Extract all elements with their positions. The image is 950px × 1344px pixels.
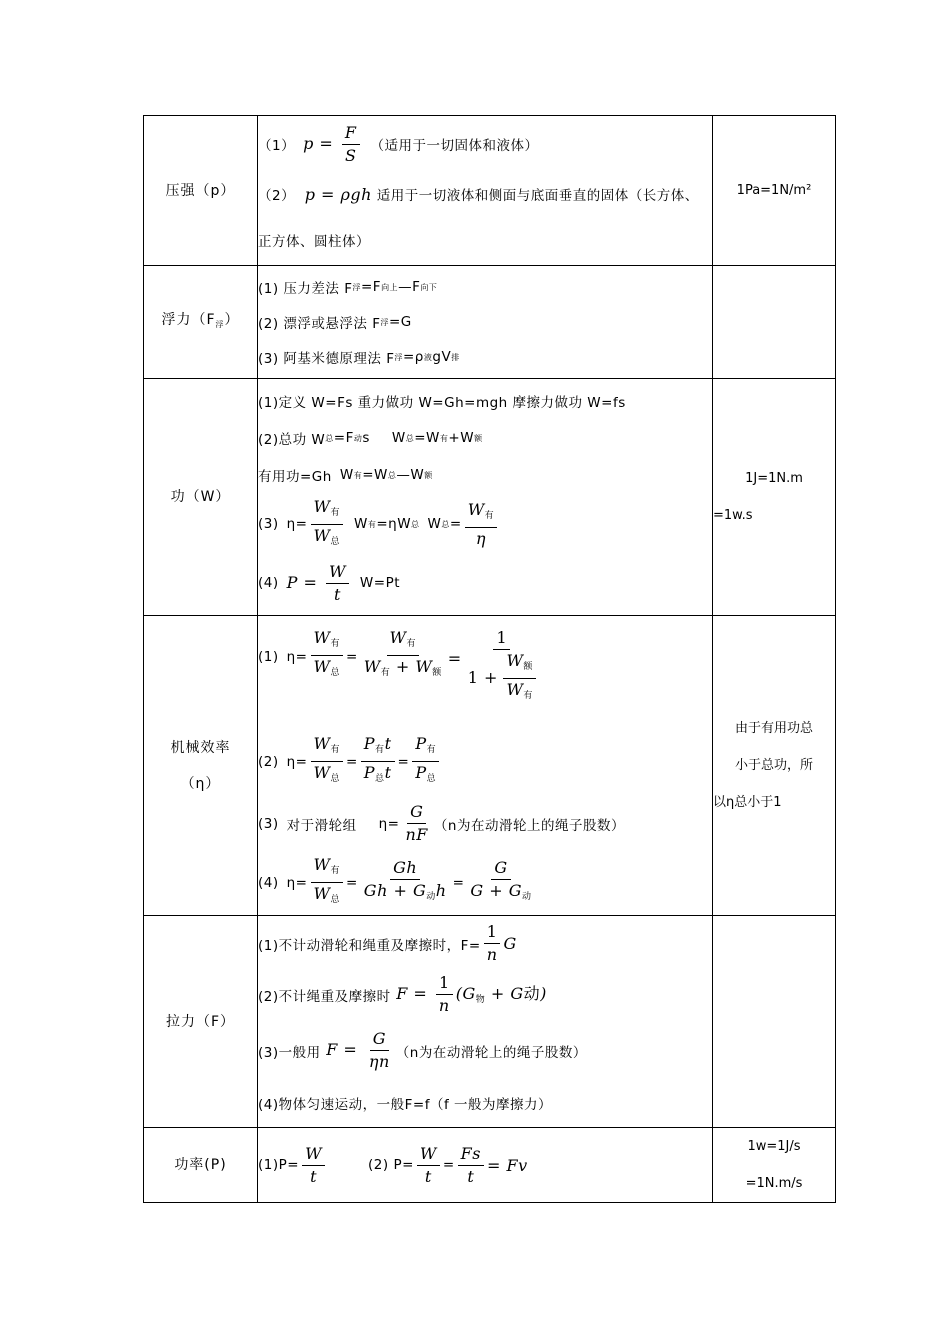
formula-line: (2)总功 W 总 =F 动 s W 总 =W 有 +W 额 xyxy=(258,430,483,448)
formula-line: (2) η= $\frac{W_有}{W_总}$ = $\frac{P_有t}{P_总t}$ = $\frac{P_有}{P_总}$ xyxy=(258,715,712,795)
table-row xyxy=(144,1128,836,1203)
formula-cell xyxy=(258,616,713,916)
formula-cell xyxy=(258,1128,713,1203)
unit-cell xyxy=(713,266,836,379)
quantity-cell: 功率(P) xyxy=(144,1128,258,1203)
formula-cell xyxy=(258,916,713,1128)
table-row xyxy=(144,379,836,616)
unit-cell: 1Pa=1N/m² xyxy=(713,116,836,266)
formula-line: 有用功=Gh W 有 =W 总 —W 额 xyxy=(258,467,433,485)
formula-line: (1)不计动滑轮和绳重及摩擦时，F= $\frac{1}{n}$ G xyxy=(258,922,517,964)
pressure-formula: p = $\frac{F}{S}$ xyxy=(303,124,362,165)
table-row xyxy=(144,266,836,379)
formula-line: (2) 漂浮或悬浮法 F 浮 =G xyxy=(258,314,412,332)
table-row xyxy=(144,116,836,266)
formula-cell xyxy=(258,116,713,266)
formula-cell xyxy=(258,266,713,379)
quantity-cell: 浮力$(F_浮)$ xyxy=(144,266,258,379)
formula-line: (3) 对于滑轮组 η= $\frac{G}{nF}$ （n为在动滑轮上的绳子股数） xyxy=(258,802,625,844)
table-row xyxy=(144,916,836,1128)
formula-line: (3)一般用 F = $\frac{G}{\eta n}$ （n为在动滑轮上的绳子股数） xyxy=(258,1029,587,1071)
note-cell: 由于有用功总 小于总功，所 以η总小于1 xyxy=(713,616,836,916)
formula-line: (2)不计绳重及摩擦时 F = $\frac{1}{n}$ ($G_物 + G$动) xyxy=(258,973,547,1015)
unit-cell: 1w=1J/s =1N.m/s xyxy=(713,1128,836,1203)
formula-line: (1)P= $\frac{W}{t}$ (2) P= $\frac{W}{t}$ = $\frac{Fs}{t}$ = Fv xyxy=(258,1143,528,1186)
table-row xyxy=(144,616,836,916)
formula-table xyxy=(143,115,836,1203)
formula-line: (1) η= $\frac{W_有}{W_总}$ = $\frac{W_有}{W_有 + W_额}$ = 1 1 + $\frac{W_额}{W_有}$ xyxy=(258,619,712,715)
quantity-cell: 拉力（F） xyxy=(144,916,258,1128)
formula-line: (3) 阿基米德原理法 F 浮 =ρ 液 gV 排 xyxy=(258,349,460,367)
quantity-cell: 压强（p） xyxy=(144,116,258,266)
quantity-cell: 功（W） xyxy=(144,379,258,616)
formula-line: （2） p = ρgh 适用于一切液体和侧面与底面垂直的固体（长方体、正方体、圆柱体） xyxy=(258,185,699,250)
unit-cell: 1J=1N.m =1w.s xyxy=(713,379,836,616)
formula-line: (1) 压力差法 F 浮 =F 向上 —F 向下 xyxy=(258,279,438,297)
formula-cell xyxy=(258,379,713,616)
unit-cell xyxy=(713,916,836,1128)
formula-line: (1)定义 W=Fs 重力做功 W=Gh=mgh 摩擦力做功 W=fs xyxy=(258,395,626,411)
quantity-cell: 机械效率 （η） xyxy=(144,616,258,916)
formula-line: (3) η= $\frac{W_有}{W_总}$ W 有 =ηW 总 W 总 = $\frac{W_有}{\eta}$ xyxy=(258,493,712,555)
formula-line: （1） p = $\frac{F}{S}$ （适用于一切固体和液体） xyxy=(258,122,539,165)
liquid-pressure-formula: p = ρgh xyxy=(304,185,372,204)
formula-line: (4) P = $\frac{W}{t}$ W=Pt xyxy=(258,561,401,604)
formula-line: (4) η= $\frac{W_有}{W_总}$ = $\frac{Gh}{Gh + G_动h}$ = $\frac{G}{G + G_动}$ xyxy=(258,855,532,905)
formula-line: (4)物体匀速运动，一般F=f（f 一般为摩擦力） xyxy=(258,1096,552,1113)
